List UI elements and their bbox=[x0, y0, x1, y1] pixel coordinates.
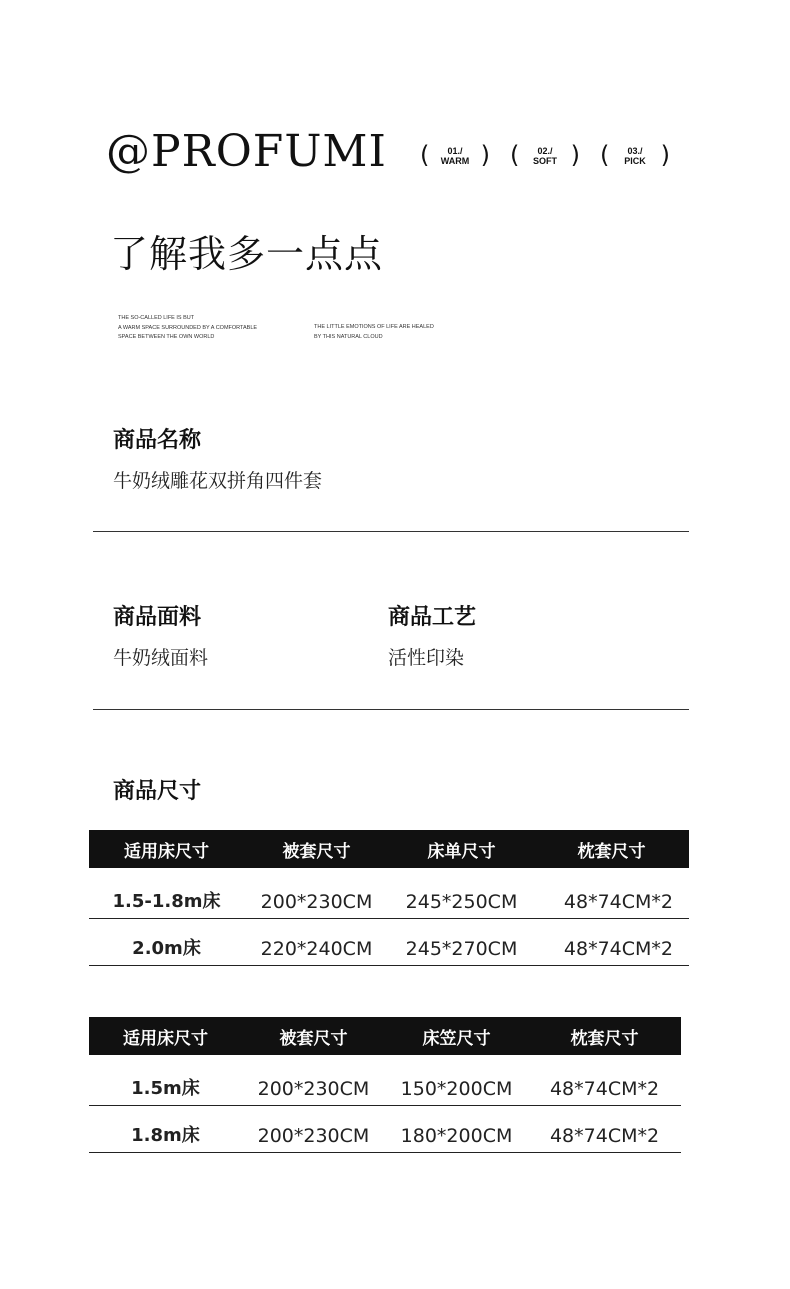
tagline-line: SPACE BETWEEN THE OWN WORLD bbox=[118, 334, 215, 340]
fabric-label: 商品面料 bbox=[113, 605, 202, 630]
size-table-sheet bbox=[89, 830, 689, 966]
header-cell: 床笠尺寸 bbox=[422, 1028, 491, 1049]
size-table-fitted bbox=[89, 1017, 681, 1153]
table-cell: 245*250CM bbox=[405, 891, 518, 913]
tag-word: WARM bbox=[440, 156, 470, 166]
header-cell: 被套尺寸 bbox=[282, 841, 351, 862]
tagline-line: THE SO-CALLED LIFE IS BUT bbox=[118, 315, 195, 321]
table-row bbox=[89, 1106, 681, 1153]
headline: 了解我多一点点 bbox=[110, 232, 384, 276]
table-header bbox=[89, 1017, 681, 1055]
tag-group bbox=[420, 140, 670, 172]
table-row bbox=[89, 868, 689, 919]
header-cell: 枕套尺寸 bbox=[577, 841, 646, 862]
header-cell: 床单尺寸 bbox=[427, 841, 496, 862]
header-cell: 适用床尺寸 bbox=[122, 1028, 208, 1049]
table-cell: 1.5-1.8m床 bbox=[112, 891, 221, 912]
fabric-value: 牛奶绒面料 bbox=[113, 647, 209, 669]
tag-soft: ( 02./ SOFT ) bbox=[510, 141, 580, 169]
craft-value: 活性印染 bbox=[388, 647, 465, 669]
tagline-line: BY THIS NATURAL CLOUD bbox=[314, 333, 383, 340]
tag-word: SOFT bbox=[533, 156, 557, 166]
table-cell: 48*74CM*2 bbox=[563, 938, 673, 960]
craft-label: 商品工艺 bbox=[388, 605, 477, 630]
table-cell: 48*74CM*2 bbox=[549, 1125, 660, 1147]
table-cell: 200*230CM bbox=[257, 1078, 370, 1100]
table-cell: 200*230CM bbox=[260, 891, 373, 913]
tag-warm: ( 01./ WARM ) bbox=[420, 141, 490, 169]
table-cell: 48*74CM*2 bbox=[563, 891, 673, 913]
divider bbox=[93, 531, 689, 532]
table-cell: 48*74CM*2 bbox=[549, 1078, 660, 1100]
tagline-left bbox=[118, 314, 308, 343]
tagline-right bbox=[314, 323, 504, 342]
tag-pick: ( 03./ PICK ) bbox=[600, 141, 670, 169]
table-cell: 220*240CM bbox=[260, 938, 373, 960]
size-label: 商品尺寸 bbox=[113, 779, 202, 804]
product-name-label: 商品名称 bbox=[113, 428, 202, 453]
table-cell: 245*270CM bbox=[405, 938, 518, 960]
brand-logo: @PROFUMI bbox=[106, 126, 387, 177]
table-row bbox=[89, 919, 689, 966]
table-cell: 1.5m床 bbox=[131, 1078, 200, 1099]
tag-number: 01./ bbox=[447, 146, 463, 156]
divider bbox=[93, 709, 689, 710]
product-name-value: 牛奶绒雕花双拼角四件套 bbox=[113, 470, 323, 492]
tag-number: 02./ bbox=[537, 146, 553, 156]
table-row bbox=[89, 1055, 681, 1106]
table-cell: 150*200CM bbox=[400, 1078, 513, 1100]
header-cell: 被套尺寸 bbox=[279, 1028, 348, 1049]
tag-number: 03./ bbox=[627, 146, 643, 156]
header-cell: 枕套尺寸 bbox=[570, 1028, 639, 1049]
table-cell: 1.8m床 bbox=[131, 1125, 200, 1146]
tagline-line: THE LITTLE EMOTIONS OF LIFE ARE HEALED bbox=[314, 324, 434, 330]
table-header bbox=[89, 830, 689, 868]
tag-word: PICK bbox=[624, 156, 646, 166]
table-cell: 2.0m床 bbox=[132, 938, 201, 959]
tagline-line: A WARM SPACE SURROUNDED BY A COMFORTABLE bbox=[118, 324, 258, 331]
header-cell: 适用床尺寸 bbox=[124, 841, 209, 862]
table-cell: 200*230CM bbox=[257, 1125, 370, 1147]
table-cell: 180*200CM bbox=[400, 1125, 513, 1147]
